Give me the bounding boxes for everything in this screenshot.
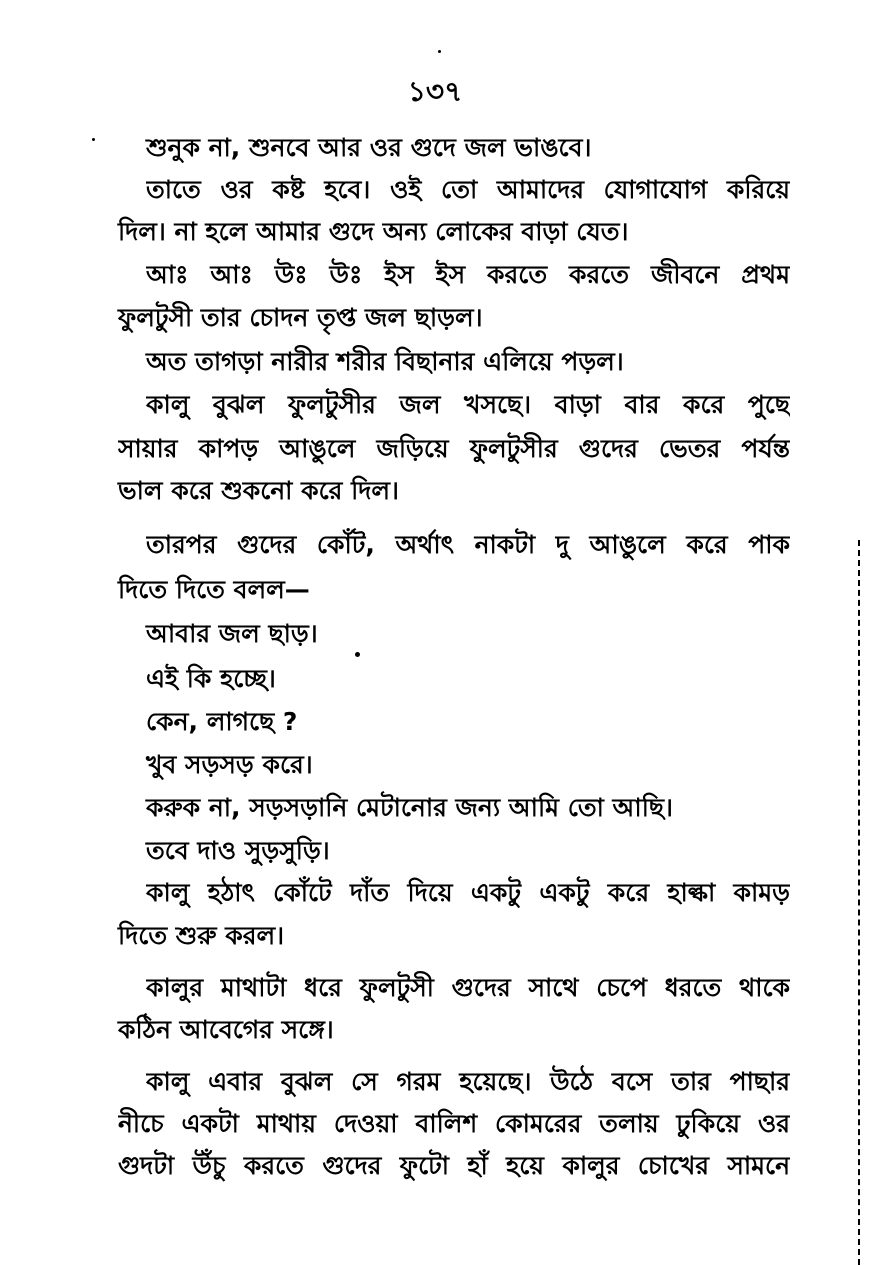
text-line: কালু বুঝল ফুলটুসীর জল খসছে। বাড়া বার করে পুছে — [146, 390, 790, 419]
text-line: ভাল করে শুকনো করে দিল। — [118, 476, 399, 505]
text-line: কেন, লাগছে ? — [146, 707, 298, 736]
text-line: খুব সড়সড় করে। — [146, 750, 313, 779]
ink-speck — [438, 50, 441, 53]
text-line: করুক না, সড়সড়ানি মেটানোর জন্য আমি তো আছি। — [146, 793, 673, 822]
text-line: গুদটা উঁচু করতে গুদের ফুটো হাঁ হয়ে কালুর চোখের সামনে — [118, 1151, 790, 1180]
text-line: আঃ আঃ উঃ উঃ ইস ইস করতে করতে জীবনে প্রথম — [146, 260, 790, 289]
text-line: নীচে একটা মাথায় দেওয়া বালিশ কোমরের তলায় ঢুকিয়ে ওর — [118, 1109, 790, 1138]
text-line: কালু হঠাৎ কোঁটে দাঁত দিয়ে একটু একটু করে হাল্কা কামড় — [146, 878, 790, 907]
text-line: তাতে ওর কষ্ট হবে। ওই তো আমাদের যোগাযোগ করিয়ে — [146, 175, 790, 204]
text-line: তারপর গুদের কোঁট, অর্থাৎ নাকটা দু আঙুলে করে পাক — [146, 530, 790, 559]
page-edge-line — [858, 540, 860, 1265]
text-line: দিতে দিতে বলল— — [118, 575, 310, 604]
text-line: আবার জল ছাড়। — [146, 619, 318, 648]
text-line: এই কি হচ্ছে। — [146, 664, 276, 693]
page-number: ১৩৭ — [407, 75, 463, 108]
text-line: দিতে শুরু করল। — [118, 921, 285, 950]
text-line: কালু এবার বুঝল সে গরম হয়েছে। উঠে বসে তার পাছার — [146, 1067, 790, 1096]
text-line: কালুর মাথাটা ধরে ফুলটুসী গুদের সাথে চেপে ধরতে থাকে — [146, 973, 790, 1002]
text-line: কঠিন আবেগের সঙ্গে। — [118, 1015, 334, 1044]
text-line: দিল। না হলে আমার গুদে অন্য লোকের বাড়া যেত। — [118, 217, 629, 246]
text-line: সায়ার কাপড় আঙুলে জড়িয়ে ফুলটুসীর গুদের ভেতর পর্যন্ত — [118, 434, 790, 463]
text-line: অত তাগড়া নারীর শরীর বিছানার এলিয়ে পড়ল। — [146, 347, 624, 376]
text-line: শুনুক না, শুনবে আর ওর গুদে জল ভাঙবে। — [146, 133, 592, 162]
ink-speck — [355, 652, 360, 657]
text-line: তবে দাও সুড়সুড়ি। — [146, 836, 330, 865]
ink-speck — [92, 138, 95, 141]
text-line: ফুলটুসী তার চোদন তৃপ্ত জল ছাড়ল। — [118, 303, 483, 332]
